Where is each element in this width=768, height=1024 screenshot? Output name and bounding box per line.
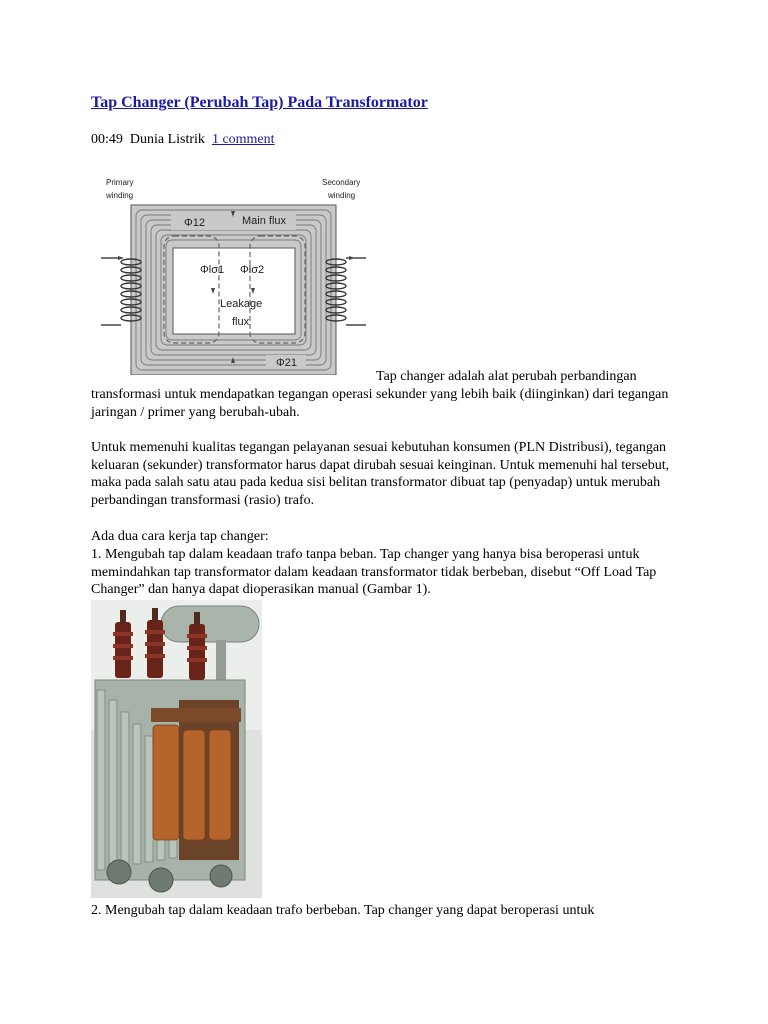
paragraph-3-heading: Ada dua cara kerja tap changer: xyxy=(91,529,269,544)
primary-label: Primary xyxy=(106,178,134,187)
conservator-tank xyxy=(161,606,259,642)
core-clamp xyxy=(151,708,241,722)
post-title[interactable]: Tap Changer (Perubah Tap) Pada Transformator xyxy=(91,94,428,111)
paragraph-2: Untuk memenuhi kualitas tegangan pelayanan sesuai kebutuhan konsumen (PLN Distribusi), tegangan keluaran (sekunder) transformator harus dapat dirubah sesuai keinginan. Untuk memenuhi hal tersebut, maka pada salah satu atau pada kedua sisi belitan transformator dibuat tap (penyadap) untuk merubah perbandingan transformasi (rasio) trafo. xyxy=(91,440,670,508)
paragraph-4: 2. Mengubah tap dalam keadaan trafo berbeban. Tap changer yang dapat beroperasi untuk xyxy=(91,903,595,918)
phi-s1-label: Φlσ1 xyxy=(200,264,225,276)
phi12-label: Φ12 xyxy=(184,217,206,229)
phi21-label: Φ21 xyxy=(276,357,298,369)
intro-paragraph: transformasi untuk mendapatkan tegangan operasi sekunder yang lebih baik (diinginkan) dari tegangan jaringan / primer yang berubah-ubah. xyxy=(91,387,669,420)
intro-lead: Tap changer adalah alat perubah perbandingan xyxy=(376,369,637,384)
post-time: 00:49 xyxy=(91,132,123,147)
leakage-label: Leakage xyxy=(220,298,263,310)
post-meta xyxy=(91,132,275,148)
leakage-label-2: flux xyxy=(232,316,250,328)
main-flux-label: Main flux xyxy=(242,215,287,227)
post-author: Dunia Listrik xyxy=(129,132,205,147)
secondary-label-2: winding xyxy=(328,191,356,200)
oil-transformer-photo xyxy=(91,600,262,898)
paragraph-3-item-1: 1. Mengubah tap dalam keadaan trafo tanpa beban. Tap changer yang hanya bisa beroperasi untuk memindahkan tap transformator dalam keadaan transformator tidak berbeban, disebut “Off Load Tap Changer” dan hanya dapat dioperasikan manual (Gambar 1). xyxy=(91,547,657,597)
phi-s2-label: Φlσ2 xyxy=(240,264,265,276)
secondary-label: Secondary xyxy=(322,178,361,187)
copper-windings xyxy=(153,725,231,840)
primary-label-2: winding xyxy=(106,191,134,200)
transformer-flux-diagram xyxy=(96,170,371,375)
comments-link[interactable]: 1 comment xyxy=(211,132,275,147)
